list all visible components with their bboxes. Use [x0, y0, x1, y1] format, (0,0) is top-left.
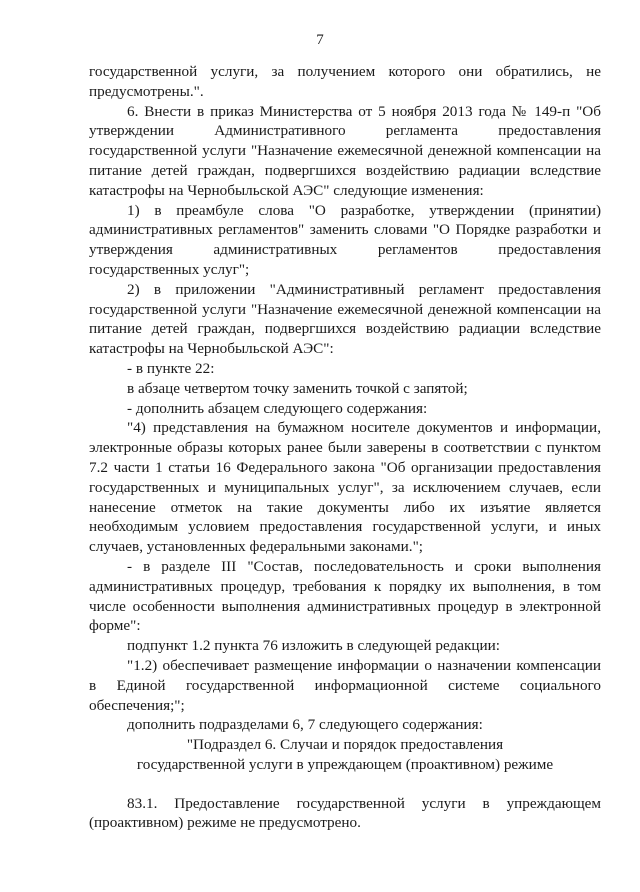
- paragraph-continuation: государственной услуги, за получением которого они обратились, не предусмотрены.".: [89, 63, 601, 100]
- paragraph-abzac-4: в абзаце четвертом точку заменить точкой с запятой;: [127, 379, 468, 397]
- document-body: [89, 62, 601, 833]
- paragraph-add-subsections: дополнить подразделами 6, 7 следующего содержания:: [127, 716, 483, 734]
- paragraph-quote-1-2: "1.2) обеспечивает размещение информации о назначении компенсации в Единой государственной информационной системе социального обеспечения;";: [89, 656, 601, 714]
- paragraph-subpoint-1-2: подпункт 1.2 пункта 76 изложить в следующей редакции:: [127, 637, 500, 655]
- paragraph-point-22: - в пункте 22:: [127, 359, 215, 377]
- paragraph-section-3: - в разделе III "Состав, последовательность и сроки выполнения административных процедур, требования к порядку их выполнения, в том числе особенности выполнения административных процедур в электронной форме":: [89, 557, 601, 635]
- paragraph-item-6: 6. Внести в приказ Министерства от 5 ноября 2013 года № 149-п "Об утверждении Административного регламента предоставления государственной услуги "Назначение ежемесячной денежной компенсации на питание детей граждан, подвергшихся воздействию радиации вследствие катастрофы на Чернобыльской АЭС" следующие изменения:: [89, 102, 601, 199]
- paragraph-add-abzac: - дополнить абзацем следующего содержания:: [127, 399, 428, 417]
- page-number: 7: [316, 32, 324, 48]
- paragraph-subitem-2: 2) в приложении "Административный регламент предоставления государственной услуги "Назначение ежемесячной денежной компенсации на питание детей граждан, подвергшихся воздействию радиации вследствие катастрофы на Чернобыльской АЭС":: [89, 280, 601, 358]
- subsection-heading-line-2: государственной услуги в упреждающем (проактивном) режиме: [136, 755, 554, 773]
- paragraph-83-1: 83.1. Предоставление государственной услуги в упреждающем (проактивном) режиме не предусмотрено.: [89, 794, 601, 832]
- paragraph-quote-4: "4) представления на бумажном носителе документов и информации, электронные образы которых ранее были заверены в соответствии с пунктом 7.2 части 1 статьи 16 Федерального закона "Об организации предоставления государственных и муниципальных услуг", за исключением случаев, если нанесение отметок на такие документы либо их изъятие является необходимым условием предоставления государственной услуги, и иных случаев, установленных федеральными законами.";: [89, 419, 601, 556]
- subsection-heading-line-1: "Подраздел 6. Случаи и порядок предоставления: [186, 736, 504, 754]
- paragraph-subitem-1: 1) в преамбуле слова "О разработке, утверждении (принятии) административных регламентов" заменить словами "О Порядке разработки и утверждения административных регламентов предоставления государственных услуг";: [89, 201, 601, 278]
